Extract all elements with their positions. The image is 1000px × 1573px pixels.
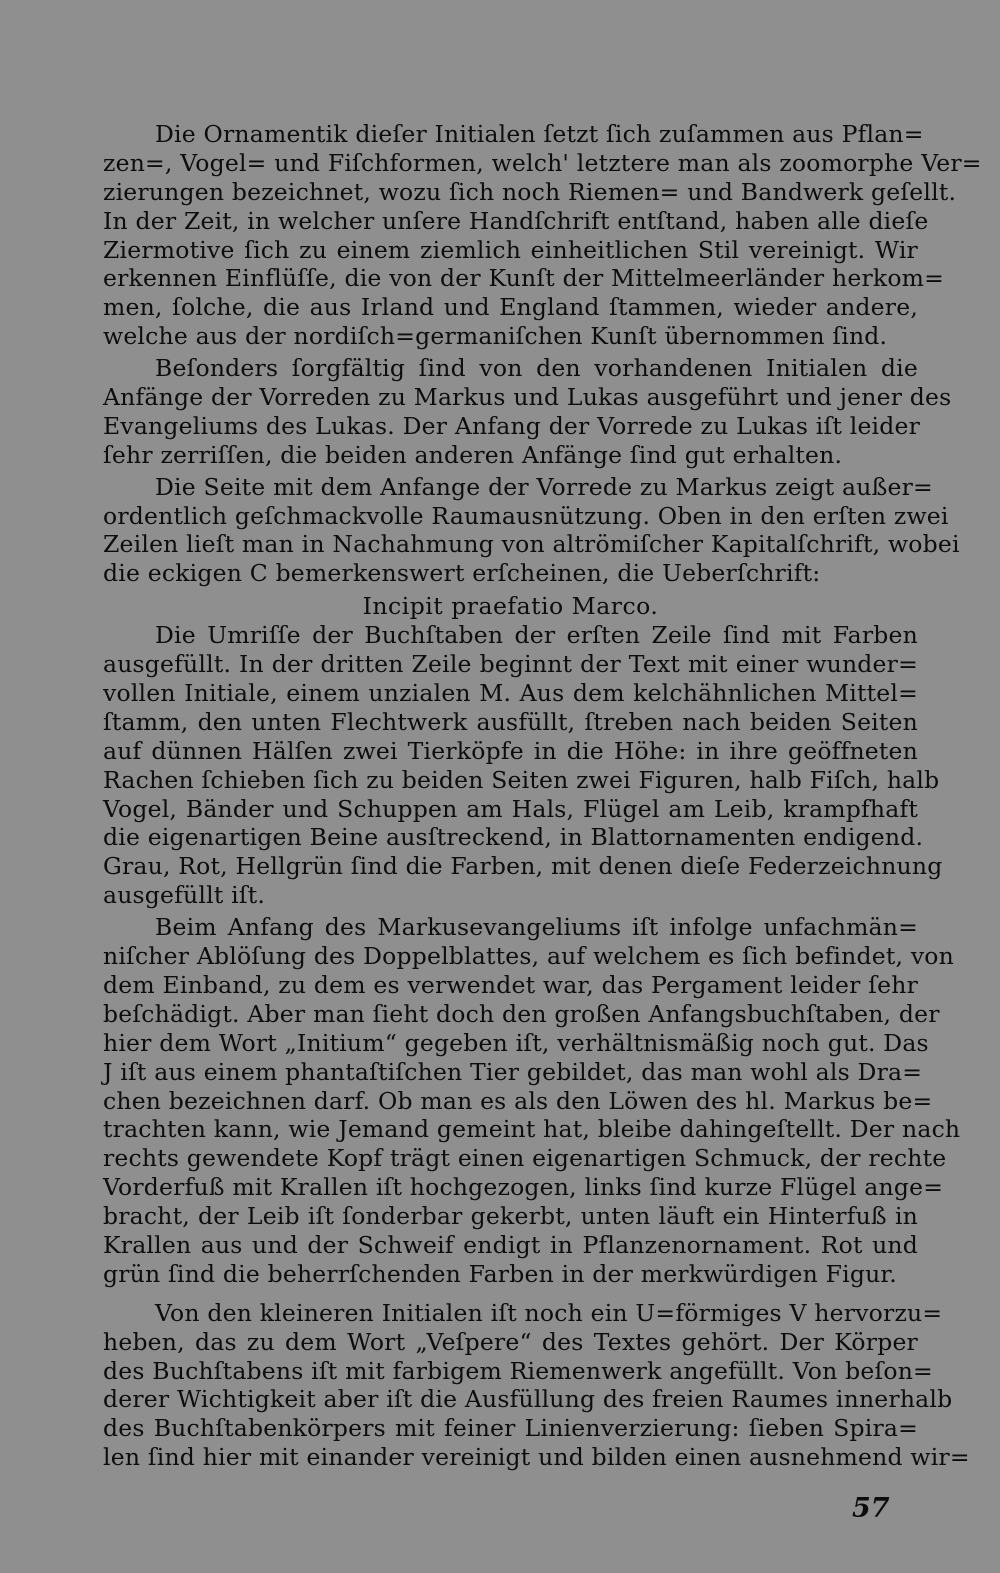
text-line: Evangeliums des Lukas. Der Anfang der Vorrede zu Lukas iſt leider (103, 411, 921, 440)
text-line: trachten kann, wie Jemand gemeint hat, bleibe dahingeſtellt. Der nach (103, 1115, 961, 1144)
text-line: vollen Initiale, einem unzialen M. Aus dem kelchähnlichen Mittel= (103, 679, 918, 708)
text-line: die eigenartigen Beine ausſtreckend, in Blattornamenten endigend. (103, 823, 924, 852)
paragraph (103, 354, 952, 470)
text-line: Anfänge der Vorreden zu Markus und Lukas ausgeführt und jener des (103, 383, 952, 412)
text-line: ausgefüllt. In der dritten Zeile beginnt der Text mit einer wunder= (103, 650, 918, 679)
text-line: hier dem Wort „Initium“ gegeben iſt, verhältnismäßig noch gut. Das (103, 1028, 929, 1057)
text-line: Die Umriſſe der Buchſtaben der erſten Zeile ſind mit Farben (155, 621, 918, 650)
paragraph (103, 120, 982, 351)
text-line: chen bezeichnen darf. Ob man es als den Löwen des hl. Markus be= (103, 1086, 933, 1115)
text-line: auf dünnen Hälſen zwei Tierköpfe in die Höhe: in ihre geöffneten (103, 736, 918, 765)
text-line: des Buchſtabenkörpers mit feiner Linienverzierung: ſieben Spira= (103, 1414, 918, 1443)
page-number: 57 (852, 1493, 890, 1524)
text-line: Vorderfuß mit Krallen iſt hochgezogen, links ſind kurze Flügel ange= (103, 1173, 944, 1202)
paragraph (103, 472, 960, 589)
text-line: Ziermotive ſich zu einem ziemlich einheitlichen Stil vereinigt. Wir (103, 235, 918, 264)
text-line: dem Einband, zu dem es verwendet war, das Pergament leider ſehr (103, 970, 918, 999)
text-line: ausgefüllt iſt. (103, 881, 266, 910)
text-line: ſtamm, den unten Flechtwerk ausfüllt, ſtreben nach beiden Seiten (103, 707, 918, 736)
text-line: Rachen ſchieben ſich zu beiden Seiten zwei Figuren, halb Fiſch, halb (103, 765, 940, 794)
text-line: zierungen bezeichnet, wozu ſich noch Riemen= und Bandwerk geſellt. (103, 177, 957, 206)
text-line: Vogel, Bänder und Schuppen am Hals, Flügel am Leib, krampfhaft (103, 794, 918, 823)
text-block-2 (103, 621, 970, 1472)
text-line: In der Zeit, in welcher unſere Handſchrift entſtand, haben alle dieſe (103, 206, 929, 235)
text-line: len ſind hier mit einander vereinigt und bilden einen ausnehmend wir= (103, 1443, 970, 1472)
text-line: des Buchſtabens iſt mit farbigem Riemenwerk angefüllt. Von beſon= (103, 1356, 933, 1385)
paragraph (103, 1298, 970, 1472)
text-line: die eckigen C bemerkenswert erſcheinen, die Ueberſchrift: (103, 559, 821, 588)
text-line: Krallen aus und der Schweif endigt in Pflanzenornament. Rot und (103, 1230, 918, 1259)
page-body (103, 120, 982, 1475)
text-line: grün ſind die beherrſchenden Farben in der merkwürdigen Figur. (103, 1259, 897, 1288)
text-line: welche aus der nordiſch=germaniſchen Kunſt übernommen ſind. (103, 322, 888, 351)
text-line: derer Wichtigkeit aber iſt die Ausfüllung des freien Raumes innerhalb (103, 1385, 953, 1414)
text-line: niſcher Ablöſung des Doppelblattes, auf welchem es ſich befindet, von (103, 942, 954, 971)
text-line: erkennen Einflüſſe, die von der Kunſt der Mittelmeerländer herkom= (103, 264, 945, 293)
paragraph (103, 913, 961, 1289)
text-line: Zeilen lieſt man in Nachahmung von altrömiſcher Kapitalſchrift, wobei (103, 530, 960, 559)
text-line: Von den kleineren Initialen iſt noch ein U=förmiges V hervorzu= (155, 1298, 943, 1327)
paragraph (103, 621, 943, 910)
text-line: Die Ornamentik dieſer Initialen ſetzt ſich zuſammen aus Pflan= (155, 120, 924, 148)
text-line: Beſonders ſorgfältig ſind von den vorhandenen Initialen die (155, 354, 918, 383)
centered-heading-line: Incipit praefatio Marco. (362, 592, 659, 621)
text-line: ordentlich geſchmackvolle Raumausnützung. Oben in den erſten zwei (103, 501, 949, 530)
text-line: bracht, der Leib iſt ſonderbar gekerbt, unten läuft ein Hinterfuß in (103, 1202, 918, 1231)
text-line: heben, das zu dem Wort „Veſpere“ des Textes gehört. Der Körper (103, 1327, 918, 1356)
text-line: Beim Anfang des Markusevangeliums iſt infolge unfachmän= (155, 913, 918, 942)
text-line: Die Seite mit dem Anfange der Vorrede zu Markus zeigt außer= (155, 472, 933, 501)
text-line: men, ſolche, die aus Irland und England ſtammen, wieder andere, (103, 293, 918, 322)
text-line: beſchädigt. Aber man ſieht doch den großen Anfangsbuchſtaben, der (103, 999, 940, 1028)
text-line: rechts gewendete Kopf trägt einen eigenartigen Schmuck, der rechte (103, 1144, 947, 1173)
text-line: ſehr zerriſſen, die beiden anderen Anfänge ſind gut erhalten. (103, 440, 843, 469)
text-line: zen=, Vogel= und Fiſchformen, welch' letztere man als zoomorphe Ver= (103, 148, 982, 177)
text-block-1 (103, 120, 982, 588)
text-line: J iſt aus einem phantaſtiſchen Tier gebildet, das man wohl als Dra= (103, 1057, 923, 1086)
text-line: Grau, Rot, Hellgrün ſind die Farben, mit denen dieſe Federzeichnung (103, 852, 943, 881)
